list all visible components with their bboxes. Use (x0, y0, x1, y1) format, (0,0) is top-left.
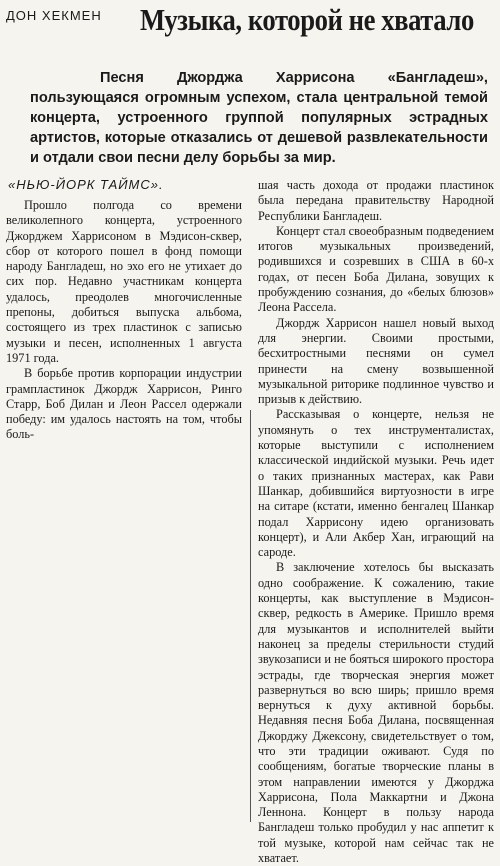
author-byline: ДОН ХЕКМЕН (6, 8, 102, 23)
paragraph: Джордж Харрисон нашел новый выход для энергии. Своими простыми, бесхитростными песнями он сумел принести на смену возвышенной музыкальной риторике подлинное чувство и призыв к действию. (258, 315, 494, 407)
paragraph: В борьбе против корпорации индустрии грампластинок Джордж Харрисон, Ринго Старр, Боб Дилан и Леон Рассел одержали победу: им удалось настоять на том, чтобы боль- (6, 366, 242, 442)
column-divider (250, 410, 251, 822)
paragraph: В заключение хотелось бы высказать одно соображение. К сожалению, такие концерты, как выступление в Мэдисон-сквер, редкость в Америке. Пришло время для музыкантов и исполнителей выйти наконец за пределы стерильности студий звукозаписи и не бояться широкого простора эстрады, где творческая энергия может развернуться во всю ширь; пришло время вернуться к духу активной борьбы. Недавняя песня Боба Дилана, посвященная Джорджу Джексону, свидетельствует о том, что эти традиции оживают. Судя по сообщениям, богатые творческие планы в этом направлении имеются у Джорджа Харрисона, Пола Маккартни и Джона Леннона. Концерт в пользу народа Бангладеш только пробудил у нас аппетит к той музыке, которой нам сейчас так не хватает. (258, 560, 494, 866)
text-column-left (6, 198, 242, 443)
paragraph: Прошло полгода со времени великолепного концерта, устроенного Джорджем Харрисоном в Мэдисон-сквер, сбор от которого пошел в фонд помощи народу Бангладеш, но эхо его не утихает до сих пор. Недавно участникам концерта удалось, преодолев многочисленные препоны, добиться выпуска альбома, состоящего из трех пластинок с записью музыки и песен, исполненных 1 августа 1971 года. (6, 198, 242, 365)
source-credit: «НЬЮ-ЙОРК ТАЙМС». (8, 177, 164, 192)
text-column-right (258, 178, 494, 866)
paragraph: Рассказывая о концерте, нельзя не упомянуть о тех инструменталистах, которые выступили с исполнением классической индийской музыки. Речь идет о таких признанных мастерах, как Рави Шанкар, добившийся виртуозности в игре на ситаре (кстати, именно бенгалец Шанкар подал Харрисону идею организовать концерт), и Али Акбер Хан, играющий на сароде. (258, 407, 494, 560)
paragraph: шая часть дохода от продажи пластинок была передана правительству Народной Республики Бангладеш. (258, 178, 494, 223)
paragraph: Концерт стал своеобразным подведением итогов музыкальных произведений, родившихся и созревших в США в 60-х годах, от песен Боба Дилана, зовущих к пробуждению сознания, до «белых блюзов» Леона Рассела. (258, 223, 494, 315)
article-headline: Музыка, которой не хватало (140, 2, 474, 37)
article-lead: Песня Джорджа Харрисона «Бангладеш», пользующаяся огромным успехом, стала центральной темой концерта, устроенного группой популярных эстрадных артистов, которые отказались от дешевой развлекательности и отдали свои песни делу борьбы за мир. (30, 70, 488, 166)
